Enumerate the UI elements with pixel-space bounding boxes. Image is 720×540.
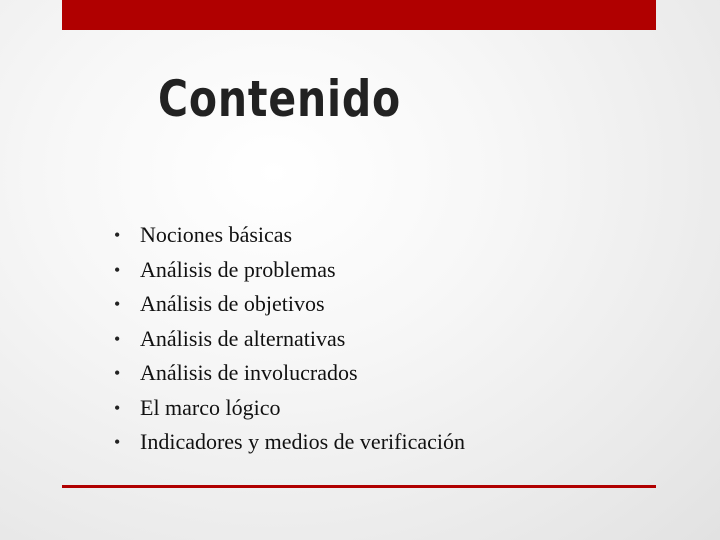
list-item-text: Análisis de involucrados — [140, 360, 358, 385]
list-item — [110, 218, 465, 253]
list-item — [110, 253, 465, 288]
bullet-icon: • — [114, 363, 121, 383]
list-item — [110, 391, 465, 426]
list-item — [110, 425, 465, 460]
list-item — [110, 356, 465, 391]
top-accent-bar — [62, 0, 656, 30]
bullet-icon: • — [114, 328, 121, 349]
bottom-divider — [62, 485, 656, 488]
slide-title: Contenido — [158, 70, 402, 128]
bullet-icon: • — [114, 397, 121, 418]
bullet-icon: • — [114, 294, 121, 314]
bullet-icon: • — [114, 259, 121, 280]
list-item-text: Indicadores y medios de verificación — [140, 429, 465, 454]
bullet-icon: • — [114, 225, 121, 245]
list-item — [110, 287, 465, 322]
list-item-text: Análisis de objetivos — [140, 291, 325, 316]
list-item-text: El marco lógico — [140, 394, 281, 420]
list-item-text: Análisis de problemas — [140, 256, 336, 282]
content-list — [110, 218, 465, 460]
list-item-text: Análisis de alternativas — [140, 325, 346, 351]
bullet-icon: • — [114, 432, 121, 452]
list-item-text: Nociones básicas — [140, 222, 293, 247]
list-item — [110, 322, 465, 357]
